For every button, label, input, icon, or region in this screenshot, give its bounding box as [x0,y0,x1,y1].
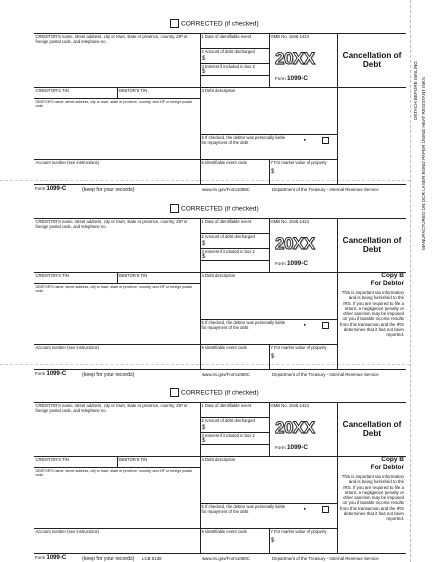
side-margin-text [413,20,425,250]
account-number-label: Account number (see instructions) [35,160,100,165]
box3-label: 3 Interest if included in box 2 [201,249,255,254]
creditor-name-label: CREDITOR'S name, street address, city or town, state or province, country, ZIP or foreign postal code, and telephone no. [35,403,188,413]
box6-field[interactable] [200,529,269,536]
box6-field[interactable] [200,345,269,352]
corrected-label: CORRECTED (if checked) [181,20,259,28]
debtor-tin-field[interactable] [117,457,200,464]
box2-field[interactable] [200,418,269,425]
footer-department: Department of the Treasury - Internal Revenue Service [272,556,379,561]
creditor-tin-label: CREDITOR'S TIN [35,88,69,93]
box1-label: 1 Date of identifiable event [201,34,252,39]
corrected-label: CORRECTED (if checked) [181,205,259,213]
omb-number: OMB No. 1545-1424 [270,219,309,224]
box7-dollar: $ [271,354,275,360]
box4-label: 4 Debt description [201,273,236,278]
box6-label: 6 Identifiable event code [201,160,247,165]
box4-field[interactable] [200,88,337,95]
box7-label: 7 For market value of property [270,345,327,350]
arrow-right-icon: ▸ [304,506,307,511]
debtor-tin-label: DEBTOR'S TIN [118,88,148,93]
box5-checkbox[interactable] [322,322,329,329]
tax-year: 20XX [275,49,315,68]
account-number-field[interactable] [34,345,200,352]
footer-url: www.irs.gov/Form1099C [202,187,250,192]
debtor-name-label: DEBTOR'S name, street address, city or town, state or province, country, and ZIP or foreign postal code [35,100,192,109]
box5-label: 5 If checked, the debtor was personally liable for repayment of the debt [201,135,286,145]
creditor-name-label: CREDITOR'S name, street address, city or town, state or province, country, ZIP or foreign postal code, and telephone no. [35,219,188,229]
account-number-label: Account number (see instructions) [35,529,100,534]
footer-keep-note: (keep for your records) [82,556,135,562]
arrow-right-icon: ▸ [304,322,307,327]
corrected-label: CORRECTED (if checked) [181,389,259,397]
debtor-name-label: DEBTOR'S name, street address, city or town, state or province, country, and ZIP or foreign postal code [35,285,192,294]
corrected-checkbox[interactable] [170,388,179,397]
box3-label: 3 Interest if included in box 2 [201,64,255,69]
box7-label: 7 For market value of property [270,529,327,534]
creditor-tin-label: CREDITOR'S TIN [35,273,69,278]
box1-label: 1 Date of identifiable event [201,219,252,224]
omb-number: OMB No. 1545-1424 [270,403,309,408]
corrected-checkbox[interactable] [170,204,179,213]
box7-label: 7 For market value of property [270,160,327,165]
box6-field[interactable] [200,160,269,167]
box3-field[interactable] [200,433,269,440]
creditor-tin-field[interactable] [34,457,117,464]
copy-label: Copy B For Debtor [370,456,404,471]
box7-dollar: $ [271,169,275,175]
debtor-tin-label: DEBTOR'S TIN [118,457,148,462]
arrow-right-icon: ▸ [304,137,307,142]
form-grid [34,218,406,370]
form-title: Cancellation of Debt [342,420,402,439]
box3-field[interactable] [200,249,269,256]
box3-dollar: $ [202,254,206,260]
box2-field[interactable] [200,234,269,241]
footer-form-number: Form 1099-C [35,371,67,377]
tear-line [410,0,411,562]
debtor-tin-field[interactable] [117,273,200,280]
box2-dollar: $ [202,425,206,431]
box1-field[interactable] [200,34,269,41]
manufactured-text: MANUFACTURED ON OCR LASER BOND PAPER USING HEAT RESISTANT INKS [421,77,426,250]
box7-field[interactable] [269,529,337,536]
creditor-tin-label: CREDITOR'S TIN [35,457,69,462]
box4-field[interactable] [200,273,337,280]
box3-field[interactable] [200,64,269,71]
footer-code: LCB 5138 [142,556,162,561]
box5-field [200,504,290,516]
corrected-checkbox[interactable] [170,19,179,28]
tax-year: 20XX [275,234,315,253]
creditor-name-field[interactable] [34,219,200,231]
corrected-checkbox-row[interactable] [170,19,259,28]
account-number-field[interactable] [34,529,200,536]
form-grid [34,402,406,554]
footer-url: www.irs.gov/Form1099C [202,556,250,561]
box3-dollar: $ [202,69,206,75]
form-title: Cancellation of Debt [342,51,402,70]
debtor-name-field[interactable] [34,284,200,294]
box5-checkbox[interactable] [322,137,329,144]
box4-label: 4 Debt description [201,457,236,462]
footer-form-number: Form 1099-C [35,555,67,561]
debtor-tin-field[interactable] [117,88,200,95]
form-title: Cancellation of Debt [342,236,402,255]
footer-url: www.irs.gov/Form1099C [202,372,250,377]
box2-field[interactable] [200,49,269,56]
box2-label: 2 Amount of debt discharged [201,234,255,239]
creditor-name-label: CREDITOR'S name, street address, city or town, state or province, country, ZIP or foreign postal code, and telephone no. [35,34,188,44]
corrected-checkbox-row[interactable] [170,388,259,397]
box5-label: 5 If checked, the debtor was personally liable for repayment of the debt [201,320,286,330]
box1-field[interactable] [200,403,269,410]
box6-label: 6 Identifiable event code [201,529,247,534]
debtor-tin-label: DEBTOR'S TIN [118,273,148,278]
box5-field [200,320,290,332]
creditor-tin-field[interactable] [34,88,117,95]
tax-notice: This is important tax information and is being furnished to the IRS. If you are required to file a return, a negligence penalty or other sanction may be imposed on you if taxable income results from this transaction and the IRS determines that it has not been reported. [340,474,404,522]
creditor-name-field[interactable] [34,403,200,415]
creditor-tin-field[interactable] [34,273,117,280]
form-number: Form 1099-C [275,75,308,82]
footer-form-number: Form 1099-C [35,186,67,192]
box1-label: 1 Date of identifiable event [201,403,252,408]
box5-label: 5 If checked, the debtor was personally liable for repayment of the debt [201,504,286,514]
box5-field [200,135,290,147]
form-number: Form 1099-C [275,260,308,267]
form-number: Form 1099-C [275,444,308,451]
box7-field[interactable] [269,345,337,352]
box2-dollar: $ [202,56,206,62]
copy-label: Copy B For Debtor [370,272,404,287]
box1-field[interactable] [200,219,269,226]
box5-checkbox[interactable] [322,506,329,513]
box3-dollar: $ [202,438,206,444]
box6-label: 6 Identifiable event code [201,345,247,350]
form-grid [34,33,406,185]
box2-label: 2 Amount of debt discharged [201,49,255,54]
box4-label: 4 Debt description [201,88,236,93]
debtor-name-field[interactable] [34,99,200,109]
omb-number: OMB No. 1545-1424 [270,34,309,39]
creditor-name-field[interactable] [34,34,200,46]
footer-department: Department of the Treasury - Internal Revenue Service [272,372,379,377]
footer-keep-note: (keep for your records) [82,372,135,378]
footer-department: Department of the Treasury - Internal Revenue Service [272,187,379,192]
tax-year: 20XX [275,418,315,437]
debtor-name-label: DEBTOR'S name, street address, city or town, state or province, country, and ZIP or foreign postal code [35,469,192,478]
box7-dollar: $ [271,538,275,544]
debtor-name-field[interactable] [34,468,200,478]
tax-notice: This is important tax information and is being furnished to the IRS. If you are required to file a return, a negligence penalty or other sanction may be imposed on you if taxable income results from this transaction and the IRS determines that it has not been reported. [340,290,404,338]
box4-field[interactable] [200,457,337,464]
footer-keep-note: (keep for your records) [82,187,135,193]
corrected-checkbox-row[interactable] [170,204,259,213]
account-number-field[interactable] [34,160,200,167]
box3-label: 3 Interest if included in box 2 [201,433,255,438]
box2-label: 2 Amount of debt discharged [201,418,255,423]
box2-dollar: $ [202,241,206,247]
account-number-label: Account number (see instructions) [35,345,100,350]
detach-text: DETACH BEFORE MAILING [413,61,418,120]
box7-field[interactable] [269,160,337,167]
